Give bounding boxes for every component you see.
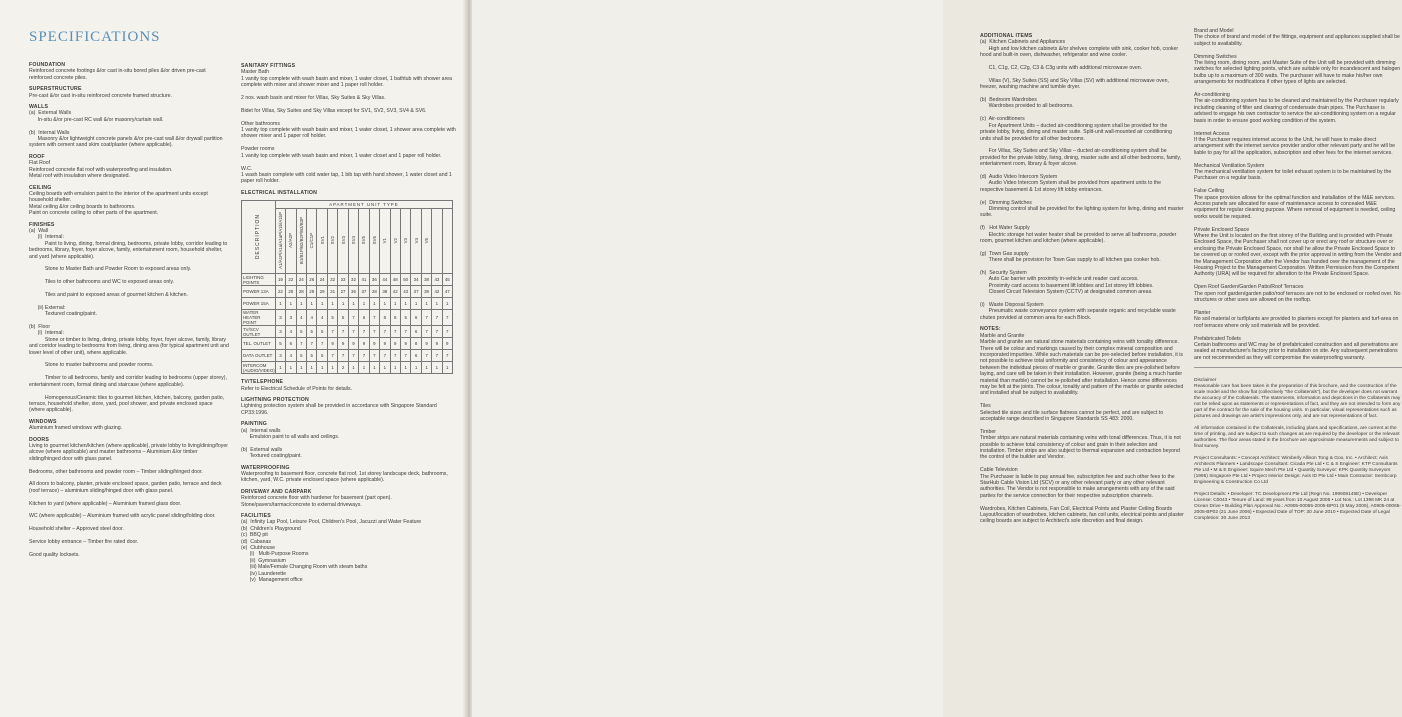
table-cell: 9: [348, 338, 358, 350]
table-cell: 50: [400, 274, 410, 286]
table-cell: 24: [317, 274, 327, 286]
table-row: [242, 274, 453, 286]
section-heading: FOUNDATION: [29, 62, 66, 68]
section-heading: PAINTING: [241, 421, 267, 428]
table-cell: 7: [317, 338, 327, 350]
table-cell: 9: [359, 338, 369, 350]
section-text: Refer to Electrical Schedule of Points for details.: [241, 385, 353, 392]
table-cell: 5: [327, 310, 337, 326]
row-label: POWER 15A: [242, 298, 276, 310]
unit-type-header: [369, 209, 379, 274]
table-cell: 43: [432, 274, 442, 286]
unit-type-label: V5: [424, 237, 430, 244]
unit-type-header: [275, 209, 285, 274]
section-text: Flat Roof Reinforced concrete flat roof with waterproofing and insulation. Metal roof with insulation where designated.: [29, 160, 173, 180]
unit-type-label: SV6: [371, 236, 377, 245]
table-cell: 1: [380, 298, 390, 310]
table-cell: 1: [432, 298, 442, 310]
row-label: WATER HEATER POINT: [242, 310, 276, 326]
table-cell: 7: [442, 326, 452, 338]
table-cell: 28: [369, 286, 379, 298]
table-cell: 4: [317, 310, 327, 326]
table-cell: 7: [442, 350, 452, 362]
table-cell: 1: [317, 298, 327, 310]
table-cell: 7: [380, 350, 390, 362]
section-heading: WATERPROOFING: [241, 464, 290, 471]
table-cell: 7: [359, 350, 369, 362]
table-cell: 29: [317, 286, 327, 298]
table-cell: 7: [369, 310, 379, 326]
unit-type-label: A1/A1P/A1a/A1aP/A1b/A1bP: [277, 212, 283, 270]
table-cell: 37: [411, 286, 421, 298]
table-cell: 1: [359, 362, 369, 374]
electrical-schedule-table: [241, 200, 453, 374]
table-cell: 1: [432, 362, 442, 374]
table-cell: 7: [390, 350, 400, 362]
section-heading: FACILITIES: [241, 513, 271, 520]
row-label: INTERCOM (AUDIO/VIDEO): [243, 362, 275, 373]
unit-type-label: V3: [403, 237, 409, 244]
unit-type-label: SV4: [351, 236, 356, 245]
table-cell: 1: [327, 298, 337, 310]
table-cell: 1: [307, 298, 317, 310]
section-text: Marble and Granite Marble and granite are natural stone materials containing veins with tonality difference. There will be colour and markings caused by their complex mineral composition and incorporated impurities. While such materials can be pre-selected before installation, it is not possible to achieve total uniformity and consistency of colour and appearance between the individual pieces of marble or granite. Granite tiles are pre-polished before laying, and care will be taken in their installation. However, granite (being a much harder material than marble) cannot be re-polished after installation. Hence some differences may be felt at the joints. The colour, tonality and pattern of the marble or granite selected and installed shall be subject to availability. Tiles Selected tile sizes and tile surface flatness cannot be perfect, and are subject to acceptable range described in Singapore Standards SS 483: 2000. Timber Timber strips are natural materials containing veins with tonal differences. Thus, it is not possible to achieve total consistency of colour and grain in their selection and installation. Timber strips are also subject to thermal expansion and contraction beyond the control of the builder and Vendor. Cable Television The Purchaser is liable to pay annual fee, subscription fee and such other fees to the StarHub Cable Vision Ltd (SCV) or any other relevant party or any other relevant authorities. The Vendor is not responsible to make arrangements with any of the said parties for the service connection for their respective subscription channels. Wardrobes, Kitchen Cabinets, Fan Coil, Electrical Points and Plaster Ceiling Boards Layout/location of wardrobes, kitchen cabinets, fan coil units, electrical points and plaster ceiling boards are subject to Architect's sole discretion and final design.: [980, 332, 1184, 525]
table-cell: 7: [369, 326, 379, 338]
table-cell: 7: [338, 326, 348, 338]
section-heading: DOORS: [29, 436, 50, 443]
table-cell: 1: [369, 298, 379, 310]
section-heading: TV/TELEPHONE: [241, 379, 284, 386]
table-cell: 1: [400, 298, 410, 310]
table-row: [242, 350, 453, 362]
table-cell: 36: [348, 286, 358, 298]
table-cell: 22: [275, 286, 285, 298]
unit-type-header: [338, 209, 348, 274]
table-cell: 43: [400, 286, 410, 298]
specification-list-5: [1194, 28, 1402, 361]
table-cell: 38: [421, 274, 431, 286]
row-label: TEL. OUTLET: [242, 338, 276, 350]
unit-type-header: [317, 209, 327, 274]
table-cell: 1: [286, 362, 296, 374]
table-cell: 48: [390, 274, 400, 286]
table-cell: 42: [432, 286, 442, 298]
table-cell: 7: [400, 350, 410, 362]
section-text: Reinforced concrete footings &/or cast in-situ bored piles &/or driven pre-cast reinforced concrete piles.: [29, 68, 208, 81]
table-cell: 28: [296, 286, 306, 298]
unit-type-header: [432, 209, 442, 274]
table-cell: 7: [432, 326, 442, 338]
section-text: Master Bath 1 vanity top complete with wash basin and mixer, 1 water closet, 1 bathtub with shower area complete with mixer and shower mixer and 1 paper roll holder. 2 nos. wash basin and mixer for Villas, Sky Suites & Sky Villas. Bidet for Villas, Sky Suites and Sky Villas except for SV1, SV2, SV3, SV4 & SV6. Other bathrooms 1 vanity top complete with wash basin and mixer, 1 water closet, 1 shower area complete with shower mixer and 1 paper roll holder. Powder rooms 1 vanity top complete with wash basin and mixer, 1 water closet and 1 paper roll holder. W.C. 1 wash basin complete with cold water tap, 1 bib tap with hand shower, 1 water closet and 1 paper roll holder.: [241, 69, 456, 185]
table-cell: 7: [421, 350, 431, 362]
additional-items-column: [980, 28, 1184, 528]
section-text: Living to gourmet kitchen/kitchen (where applicable), private lobby to living/dining/foyer alcove (where applicable) and master bathrooms – Aluminium &/or timber sliding/hinged door with glass panel. Bedrooms, other bathrooms and powder room – Timber sliding/hinged door. All doors to balcony, planter, private enclosed space, garden patio, terrace and deck (roof terrace) – aluminium sliding/hinged door with glass panel. Kitchen to yard (where applicable) – Aluminium framed glass door. WC (where applicable) – Aluminium framed with acrylic panel sliding/folding door. Household shelter – Approved steel door. Service lobby entrance – Timber fire rated door. Good quality locksets.: [29, 442, 228, 558]
table-cell: 36: [369, 274, 379, 286]
unit-type-label: SV1: [319, 236, 325, 245]
unit-type-header: [400, 209, 410, 274]
page-title: SPECIFICATIONS: [29, 29, 161, 45]
table-cell: 5: [338, 310, 348, 326]
specification-list-1: [29, 62, 229, 558]
table-row: [242, 286, 453, 298]
table-description-header: [242, 201, 276, 274]
unit-type-header: [348, 209, 358, 274]
section-heading: ELECTRICAL INSTALLATION: [241, 189, 318, 196]
unit-type-label: C1/C1P: [309, 232, 315, 249]
table-cell: 7: [421, 310, 431, 326]
middle-column: [241, 58, 457, 587]
table-cell: 7: [348, 310, 358, 326]
row-label: DATA OUTLET: [242, 350, 276, 362]
table-cell: 1: [327, 362, 337, 374]
table-cell: 7: [359, 326, 369, 338]
section-heading: ROOF: [29, 153, 45, 160]
table-cell: 32: [348, 274, 358, 286]
section-heading: WALLS: [29, 104, 49, 111]
table-cell: 7: [307, 338, 317, 350]
table-cell: 41: [359, 274, 369, 286]
table-cell: 6: [411, 310, 421, 326]
table-cell: 1: [369, 362, 379, 374]
table-cell: 5: [307, 326, 317, 338]
table-cell: 1: [338, 298, 348, 310]
table-cell: 1: [411, 362, 421, 374]
section-heading: WINDOWS: [29, 418, 57, 425]
table-cell: 2: [338, 362, 348, 374]
unit-type-header: [307, 209, 317, 274]
unit-type-header: [286, 209, 296, 274]
table-cell: 5: [275, 338, 285, 350]
table-cell: 7: [442, 310, 452, 326]
row-label: TV/SCV OUTLET: [242, 326, 276, 338]
unit-type-label: V2: [392, 237, 398, 244]
left-page: [0, 0, 466, 717]
table-row: [242, 338, 453, 350]
section-heading: SUPERSTRUCTURE: [29, 86, 82, 93]
table-cell: 1: [348, 298, 358, 310]
table-cell: 7: [327, 350, 337, 362]
left-column: [29, 28, 229, 562]
unit-type-label: SV3: [340, 236, 346, 245]
table-cell: 1: [296, 362, 306, 374]
unit-type-header: [390, 209, 400, 274]
table-cell: 1: [442, 298, 452, 310]
table-cell: 1: [421, 362, 431, 374]
section-heading: DRIVEWAY AND CARPARK: [241, 488, 312, 495]
section-text: (a) Internal walls Emulsion paint to all walls and ceilings. (b) External walls Textured coating/paint.: [241, 427, 340, 460]
description-label: DESCRIPTION: [254, 214, 261, 260]
disclaimer-heading: Disclaimer: [1194, 378, 1217, 384]
table-cell: 47: [442, 286, 452, 298]
table-cell: 4: [307, 310, 317, 326]
table-cell: 1: [411, 298, 421, 310]
table-cell: 9: [327, 338, 337, 350]
section-heading: SANITARY FITTINGS: [241, 63, 296, 69]
table-cell: 9: [369, 338, 379, 350]
section-text: (a) Infinity Lap Pool, Leisure Pool, Children's Pool, Jacuzzi and Water Feature (b) Children's Playground (c) BBQ pit (d) Cabanas (e) Clubhouse (i) Multi-Purpose Rooms (ii) Gymnasium (iii) Male/Female Changing Room with steam baths (iv) Launderette (v) Management office: [241, 519, 422, 584]
table-row: [242, 362, 453, 374]
section-heading: NOTES:: [980, 326, 1001, 333]
unit-type-header: [359, 209, 369, 274]
table-cell: 1: [296, 298, 306, 310]
table-cell: 3: [275, 350, 285, 362]
divider: [1194, 367, 1402, 368]
table-cell: 27: [338, 286, 348, 298]
unit-type-header: [411, 209, 421, 274]
table-cell: 45: [442, 274, 452, 286]
table-cell: 7: [432, 350, 442, 362]
unit-type-header: [296, 209, 306, 274]
unit-type-label: V1: [382, 237, 388, 244]
unit-type-label: V4: [413, 237, 419, 244]
table-cell: 33: [338, 274, 348, 286]
unit-type-label: SV5: [361, 236, 367, 245]
unit-type-header: [380, 209, 390, 274]
table-cell: 7: [348, 350, 358, 362]
table-cell: 1: [275, 362, 285, 374]
table-cell: 7: [400, 326, 410, 338]
table-cell: 8: [390, 310, 400, 326]
table-cell: 7: [432, 310, 442, 326]
table-cell: 38: [380, 286, 390, 298]
table-cell: 4: [286, 326, 296, 338]
unit-type-label: A2/A2P: [288, 233, 294, 249]
table-cell: 1: [275, 298, 285, 310]
table-cell: 1: [286, 298, 296, 310]
unit-type-header: [327, 209, 337, 274]
table-cell: 3: [275, 310, 285, 326]
unit-type-label: B1/B1P/B2/B2P/B3/B3P: [298, 217, 304, 265]
disclaimer-text: Reasonable care has been taken in the preparation of this brochure, and the construction of the scale model and the show flat (collectively "the Collaterals"), but the developer does not warrant the accuracy of the Collaterals. The statements, information and depictions in the Collaterals may not be relied upon as statements or representations of fact, and they are not intended to form any part of the contract for the sale of the housing units. In particular, visual representations such as pictures and drawings are artist's impressions only, and are not representations of fact. All information contained in the Collaterals, including plans and specifications, are current at the time of printing, and are subject to such changes as are required by the developer or the relevant authorities. The floor areas stated in the brochure are approximate measurements and subject to final survey. Project Consultants: • Concept Architect: Wimberly Allison Tong & Goo, Inc. • Architect: Axis Architects Planners • Landscape Consultant: Cicada Pte Ltd • C & S Engineer: KTP Consultants Pte Ltd • M & E Engineer: Squire Mech Pte Ltd • Quantity Surveyor: KPK Quantity Surveyors (1995) Singapore Pte Ltd • Project Interior Design: Axis ID Pte Ltd • Main Contractor: Sembcorp Engineering & Construction Co Ltd Project Details: • Developer: TC Development Pte Ltd (Regn No. 199608145E) • Developer License: C0043 • Tenure of Land: 99 years from 10 August 2005 • Lot Nos.: Lot 1398 MK 24 at Ocean Drive • Building Plan Approval No.: A0905-00065-2005-BP01 (8 May 2006), A0905-00065-2005-BP02 (21 June 2006) • Expected Date of TOP: 30 June 2010 • Expected Date of Legal Completion: 30 June 2013: [1194, 384, 1402, 522]
table-cell: 8: [411, 338, 421, 350]
table-cell: 7: [348, 326, 358, 338]
section-text: Aluminium framed windows with glazing.: [29, 425, 123, 432]
table-row: [242, 326, 453, 338]
section-text: Waterproofing to basement floor, concrete flat roof, 1st storey landscape deck, bathrooms, kitchen, yard, W.C. private enclosed space (where applicable).: [241, 471, 450, 484]
table-cell: 1: [359, 298, 369, 310]
table-cell: 1: [442, 362, 452, 374]
table-cell: 9: [432, 338, 442, 350]
section-text: Pre-cast &/or cast in-situ reinforced concrete framed structure.: [29, 92, 172, 99]
table-row: [242, 310, 453, 326]
notes-column: [1194, 28, 1402, 526]
row-label: POWER 13A: [242, 286, 276, 298]
table-caption: APARTMENT UNIT TYPE: [275, 201, 452, 209]
table-cell: 9: [338, 338, 348, 350]
table-cell: 3: [275, 326, 285, 338]
table-cell: 5: [296, 350, 306, 362]
table-cell: 19: [275, 274, 285, 286]
table-cell: 1: [317, 362, 327, 374]
table-cell: 9: [442, 338, 452, 350]
table-cell: 8: [380, 310, 390, 326]
table-cell: 5: [317, 350, 327, 362]
table-cell: 4: [286, 350, 296, 362]
unit-type-header: [421, 209, 431, 274]
table-cell: 1: [390, 298, 400, 310]
section-text: Reinforced concrete floor with hardener for basement (part open). Stone/pavers/tarmac/concrete to external driveways.: [241, 495, 392, 508]
specification-list-3: [241, 379, 457, 583]
table-cell: 9: [400, 338, 410, 350]
table-cell: 44: [380, 274, 390, 286]
table-cell: 6: [286, 338, 296, 350]
table-cell: 5: [307, 350, 317, 362]
section-text: (a) Kitchen Cabinets and Appliances High and low kitchen cabinets &/or shelves complete with sink, cooker hob, cooker hood and built-in oven, dishwasher, refrigerator and wine cooler. C1, C1g, C2, C2g, C3 & C3g units with additional microwave oven. Villas (V), Sky Suites (SS) and Sky Villas (SV) with additional microwave oven, freezer, washing machine and tumble dryer. (b) Bedroom Wardrobes Wardrobes provided to all bedrooms. (c) Air-conditioners For Apartment Units – ducted air-conditioning system shall be provided for the private lobby, living, dining and master suite. Split-unit wall-mounted air conditioning units shall be provided for all other bedrooms. For Villas, Sky Suites and Sky Villas – ducted air-conditioning system shall be provided for the private lobby, living, dining, master suite and all other bedrooms, family, entertainment room, library & foyer alcove. (d) Audio Video Intercom System Audio Video Intercom System shall be provided from apartment units to the respective basement & 1st storey lift lobby entrances. (e) Dimming Switches Dimming control shall be provided for the lighting system for living, dining and master suite. (f) Hot Water Supply Electric storage hot water heater shall be provided to serve all bathrooms, powder room, gourmet kitchen and kitchen (where applicable). (g) Town Gas supply There shall be provision for Town Gas supply to all kitchen gas cooker hob. (h) Security System Auto Car barrier with proximity in-vehicle unit reader card access. Proximity card access to basement lift lobbies and 1st storey lift lobbies. Closed Circuit Television System (CCTV) at designated common areas. (i) Waste Disposal System Pneumatic waste conveyance system with separate organic and recyclable waste chutes provided at common area for each Block.: [980, 39, 1184, 321]
section-heading: LIGHTNING PROTECTION: [241, 396, 309, 403]
table-cell: 7: [421, 326, 431, 338]
section-heading: FINISHES: [29, 221, 55, 228]
table-cell: 1: [380, 362, 390, 374]
table-cell: 1: [307, 362, 317, 374]
table-cell: 7: [327, 326, 337, 338]
row-label: LIGHTING POINTS: [242, 274, 276, 286]
table-cell: 5: [296, 326, 306, 338]
section-text: Ceiling boards with emulsion paint to the interior of the apartment units except household shelter. Metal ceiling &/or ceiling boards to bathrooms. Paint on concrete ceiling to other parts of the apartment.: [29, 190, 208, 217]
table-cell: 1: [348, 362, 358, 374]
table-cell: 7: [338, 350, 348, 362]
table-cell: 34: [411, 274, 421, 286]
table-cell: 32: [327, 274, 337, 286]
section-text: (a) External Walls In-situ &/or pre-cast RC wall &/or masonry/curtain wall. (b) Internal Walls Masonry &/or lightweight concrete panels &/or pre-cast wall &/or drywall partition system with cement sand skim coat/plaster (where applicable).: [29, 110, 223, 149]
section-text: Brand and Model The choice of brand and model of the fittings, equipment and appliances supplied shall be subject to availability. Dimming Switches The living room, dining room, and Master Suite of the Unit will be provided with dimming switches for selected lighting points, which are suitable only for incandescent and halogen bulbs up to a maximum of 300 watts. The purchaser will have to make his/her own arrangements for modifications if other types of lights are selected. Air-conditioning The air-conditioning system has to be cleaned and maintained by the Purchaser regularly including cleaning of filter and clearing of condensate drain pipes. The Purchaser is advised to engage his own contractor to service the air-conditioning system on a regular basis in order to ensure good working condition of the system. Internet Access If the Purchaser requires internet access to the Unit, he will have to make direct arrangement with the internet service provider and/or other relevant party and he will be liable to pay for all the application, subscription and other fees for the internet services. Mechanical Ventilation System The mechanical ventilation system for toilet exhaust system is to be maintained by the Purchaser on a regular basis. False Ceiling The space provision allows for the optimal function and installation of the M&E services. Access panels are allocated for ease of maintenance access to concealed M&E equipment for regular cleaning purpose. Where removal of equipment is needed, ceiling works would be required. Private Enclosed Space Where the Unit is located on the first storey of the Building and is provided with Private Enclosed Space, the Purchaser shall not cover up or erect any roof or structure over or enclosing the Private Enclosed Space, nor shall he allow the Private Enclosed Space to be covered up or roofed over, except with the prior approval in writing from the Vendor and the Management Corporation after the Vendor has handed over the management of the Housing Project to the Management Corporation. Written Permission from the Competent Authority (URA) will be required for alteration to the Private Enclosed Space. Open Roof Garden/Garden Patio/Roof Terraces The open roof garden/garden patio/roof terraces are not to be enclosed or roofed over. No structures or other uses are allowed on the rooftop. Planter No soil material or turf/plants are provided to planters except for planters and turf-area on roof terraces where only soil materials will be provided. Prefabricated Toilets Certain bathrooms and WC may be of prefabricated construction and all penetrations are sealed at manufacturer's factory prior to installation on site. Any subsequent penetrations are not recommended as they will compromise the waterproofing warranty.: [1194, 28, 1402, 361]
table-cell: 29: [307, 286, 317, 298]
table-cell: 31: [327, 286, 337, 298]
table-cell: 9: [421, 338, 431, 350]
unit-type-header: [442, 209, 452, 274]
section-text: Lightning protection system shall be provided in accordance with Singapore Standard CP33:1996.: [241, 403, 439, 416]
table-cell: 4: [296, 310, 306, 326]
table-cell: 7: [380, 326, 390, 338]
table-cell: 7: [296, 338, 306, 350]
table-cell: 24: [296, 274, 306, 286]
table-cell: 5: [317, 326, 327, 338]
unit-type-label: SV2: [330, 236, 336, 245]
section-text: (a) Wall (i) Internal: Paint to living, dining, formal dining, bedrooms, private lobby, corridor leading to bedrooms, library, foyer, foyer alcove, family, entertainment room, household shelter, and yard (where applicable). Stone to Master Bath and Powder Room to exposed areas only. Tiles to other bathrooms and WC to exposed areas only. Tiles and paint to exposed areas of gourmet kitchen & kitchen. (ii) External: Textured coating/paint. (b) Floor (i) Internal: Stone or timber to living, dining, private lobby, foyer, foyer alcove, family, library and corridor leading to bedrooms from living, dining area (for typical apartment unit and lower level of other unit), where applicable. Stone to master bathrooms and powder rooms. Timber to all bedrooms, family and corridor leading to bedrooms (upper storey), entertainment room, formal dining and staircase (where applicable). Homogenous/Ceramic tiles to gourmet kitchen, kitchen, balcony, garden patio, terrace, household shelter, store, yard, pool shower, and private enclosed space (where applicable).: [29, 227, 229, 414]
table-cell: 1: [390, 362, 400, 374]
table-cell: 22: [286, 274, 296, 286]
specification-list-4: [980, 33, 1184, 525]
specification-list-2: [241, 63, 457, 196]
table-cell: 6: [359, 310, 369, 326]
table-cell: 7: [369, 350, 379, 362]
section-heading: ADDITIONAL ITEMS: [980, 33, 1033, 39]
table-cell: 42: [390, 286, 400, 298]
table-cell: 9: [380, 338, 390, 350]
table-cell: 25: [286, 286, 296, 298]
table-cell: 39: [421, 286, 431, 298]
table-cell: 3: [286, 310, 296, 326]
table-cell: 37: [359, 286, 369, 298]
table-cell: 6: [411, 326, 421, 338]
table-cell: 1: [421, 298, 431, 310]
table-row: [242, 298, 453, 310]
section-heading: CEILING: [29, 184, 52, 191]
table-cell: 26: [307, 274, 317, 286]
table-cell: 9: [390, 338, 400, 350]
table-cell: 6: [411, 350, 421, 362]
table-cell: 1: [400, 362, 410, 374]
table-cell: 5: [400, 310, 410, 326]
table-cell: 7: [390, 326, 400, 338]
disclaimer: [1194, 378, 1402, 522]
right-page: [472, 0, 1402, 717]
